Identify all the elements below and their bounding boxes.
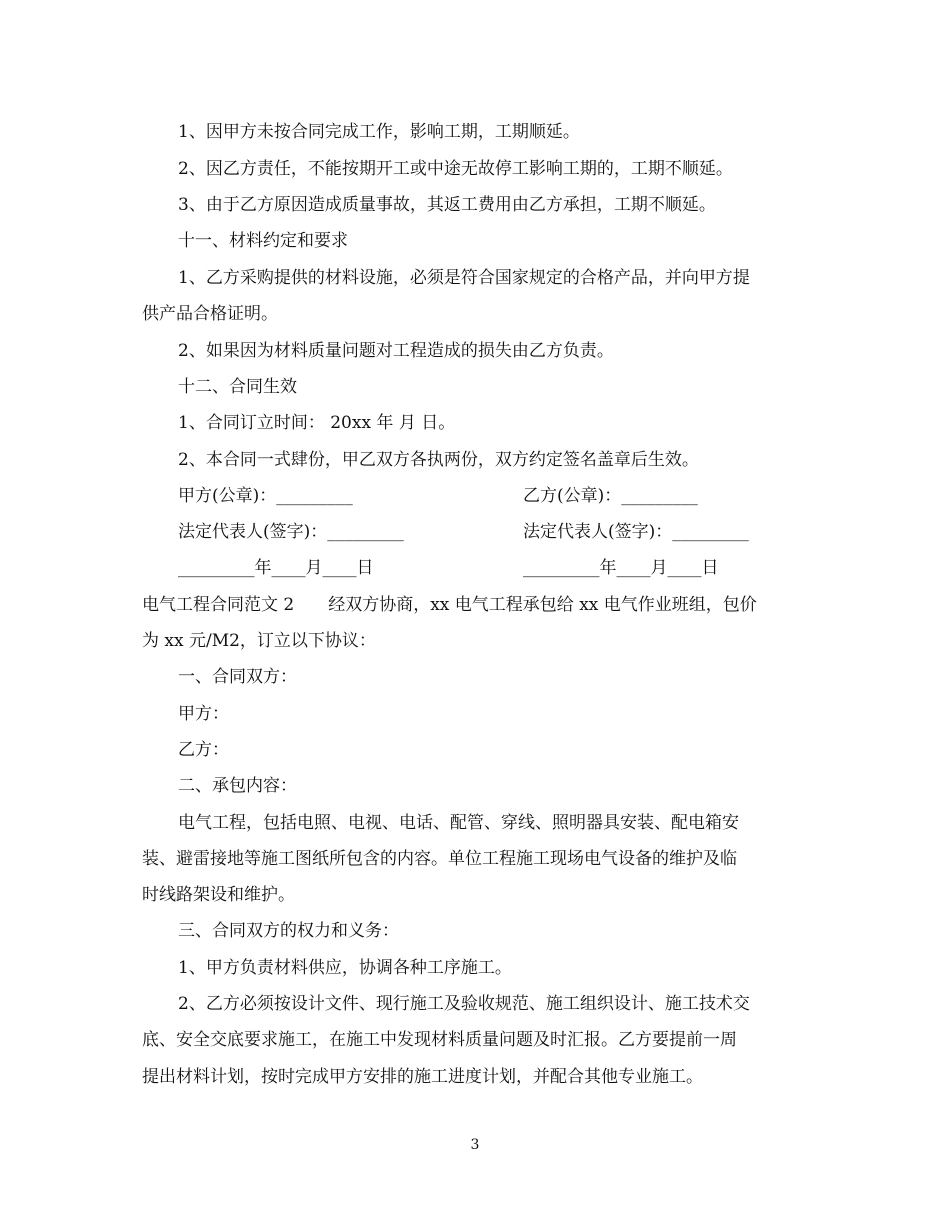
clause-materials-2: 2、如果因为材料质量问题对工程造成的损失由乙方负责。 xyxy=(178,341,614,361)
section-heading-rights: 三、合同双方的权力和义务： xyxy=(178,921,399,941)
clause-quality-accident: 3、由于乙方原因造成质量事故，其返工费用由乙方承担，工期不顺延。 xyxy=(178,195,716,215)
party-b-date-field: _________年____月____日 xyxy=(523,558,719,578)
clause-delay-party-a: 1、因甲方未按合同完成工作，影响工期，工期顺延。 xyxy=(178,122,580,142)
party-a-date-field: _________年____月____日 xyxy=(178,558,374,578)
rights-clause-1: 1、甲方负责材料供应，协调各种工序施工。 xyxy=(178,958,512,978)
rights-clause-2: 2、乙方必须按设计文件、现行施工及验收规范、施工组织设计、施工技术交 xyxy=(178,994,750,1014)
clause-materials-1-cont: 供产品合格证明。 xyxy=(142,304,278,324)
party-a-rep-field: 法定代表人(签字)：_________ xyxy=(178,522,404,542)
contract-2-intro-cont: 为 xx 元/M2，订立以下协议： xyxy=(142,631,376,651)
party-a-label: 甲方： xyxy=(178,704,229,724)
section-heading-materials: 十一、材料约定和要求 xyxy=(178,231,348,251)
rights-clause-2-cont-1: 底、安全交底要求施工，在施工中发现材料质量问题及时汇报。乙方要提前一周 xyxy=(142,1030,737,1050)
rights-clause-2-cont-2: 提出材料计划，按时完成甲方安排的施工进度计划，并配合其他专业施工。 xyxy=(142,1067,703,1087)
party-b-label: 乙方： xyxy=(178,740,229,760)
scope-text-3: 时线路架设和维护。 xyxy=(142,885,295,905)
scope-text-1: 电气工程，包括电照、电视、电话、配管、穿线、照明器具安装、配电箱安 xyxy=(178,813,739,833)
scope-text-2: 装、避雷接地等施工图纸所包含的内容。单位工程施工现场电气设备的维护及临 xyxy=(142,849,737,869)
section-heading-effect: 十二、合同生效 xyxy=(178,377,297,397)
clause-sign-date: 1、合同订立时间： 20xx 年 月 日。 xyxy=(178,413,456,433)
section-heading-parties: 一、合同双方： xyxy=(178,667,297,687)
contract-2-intro: 电气工程合同范文 2 经双方协商，xx 电气工程承包给 xx 电气作业班组，包价 xyxy=(142,595,757,615)
clause-copies: 2、本合同一式肆份，甲乙双方各执两份，双方约定签名盖章后生效。 xyxy=(178,450,699,470)
party-b-rep-field: 法定代表人(签字)：_________ xyxy=(523,522,749,542)
section-heading-scope: 二、承包内容： xyxy=(178,776,297,796)
party-b-seal-field: 乙方(公章)：_________ xyxy=(523,486,698,506)
clause-materials-1: 1、乙方采购提供的材料设施，必须是符合国家规定的合格产品，并向甲方提 xyxy=(178,268,750,288)
party-a-seal-field: 甲方(公章)：_________ xyxy=(178,486,353,506)
page-number: 3 xyxy=(470,1137,480,1153)
clause-delay-party-b: 2、因乙方责任，不能按期开工或中途无故停工影响工期的，工期不顺延。 xyxy=(178,159,733,179)
